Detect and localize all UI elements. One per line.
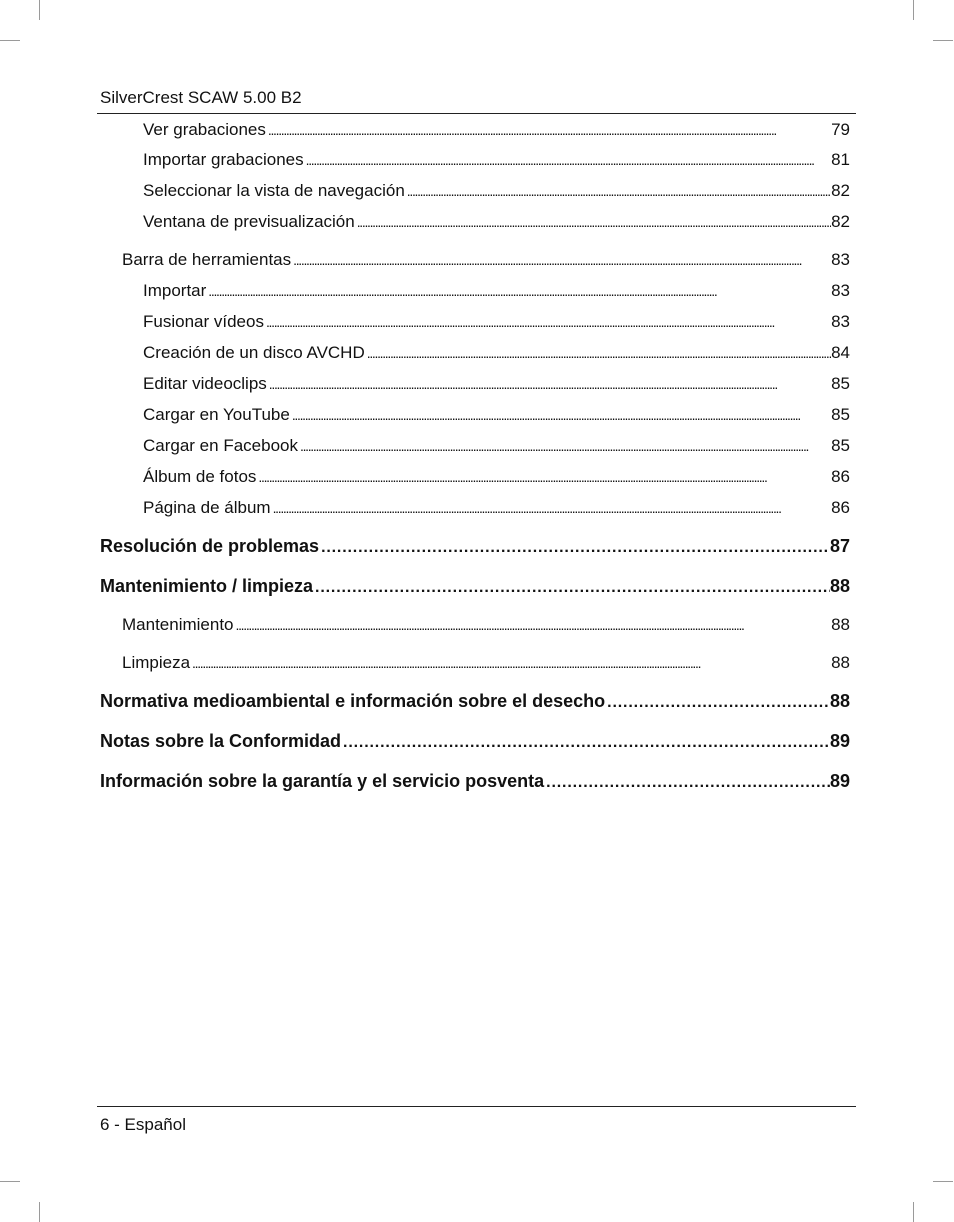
toc-entry-label: Página de álbum <box>143 498 271 517</box>
toc-entry-label: Mantenimiento <box>122 615 234 634</box>
toc-page-number: 87 <box>829 536 850 556</box>
toc-dot-leader <box>206 279 831 303</box>
toc-entry[interactable] <box>143 148 850 172</box>
toc-page-number: 83 <box>831 312 850 331</box>
toc-dot-leader <box>319 534 830 560</box>
toc-dot-leader <box>264 310 831 334</box>
toc-entry[interactable] <box>143 341 850 365</box>
toc-page-number: 85 <box>831 436 850 455</box>
toc-dot-leader <box>304 148 831 172</box>
toc-dot-leader <box>365 341 831 365</box>
running-header: SilverCrest SCAW 5.00 B2 <box>100 88 302 107</box>
toc-dot-leader <box>291 248 831 272</box>
toc-page-number: 88 <box>829 691 850 711</box>
toc-page-number: 81 <box>831 150 850 169</box>
toc-page-number: 86 <box>831 467 850 486</box>
toc-page-number: 85 <box>831 374 850 393</box>
toc-dot-leader <box>405 179 831 203</box>
toc-page-number: 82 <box>831 212 850 231</box>
toc-entry-label: Ventana de previsualización <box>143 212 355 231</box>
toc-entry[interactable] <box>143 310 850 334</box>
toc-entry-label: Álbum de fotos <box>143 467 257 486</box>
toc-entry[interactable] <box>143 279 850 303</box>
toc-entry[interactable] <box>143 179 850 203</box>
toc-page-number: 82 <box>831 181 850 200</box>
toc-entry[interactable] <box>100 689 850 715</box>
toc-entry[interactable] <box>100 574 850 600</box>
toc-entry[interactable] <box>122 248 850 272</box>
toc-entry[interactable] <box>143 496 850 520</box>
toc-page-number: 88 <box>831 653 850 672</box>
toc-entry-label: Notas sobre la Conformidad <box>100 731 342 751</box>
toc-page-number: 89 <box>829 771 850 791</box>
toc-dot-leader <box>190 651 831 675</box>
toc-page-number: 88 <box>829 576 850 596</box>
toc-dot-leader <box>544 769 830 795</box>
toc-entry[interactable] <box>100 534 850 560</box>
toc-entry-label: Seleccionar la vista de navegación <box>143 181 405 200</box>
toc-dot-leader <box>605 689 830 715</box>
toc-entry[interactable] <box>143 372 850 396</box>
toc-page-number: 89 <box>829 731 850 751</box>
toc-entry[interactable] <box>100 729 850 755</box>
toc-dot-leader <box>256 465 831 489</box>
toc-entry-label: Importar grabaciones <box>143 150 304 169</box>
toc-entry-label: Mantenimiento / limpieza <box>100 576 314 596</box>
toc-entry-label: Cargar en YouTube <box>143 405 290 424</box>
toc-entry-label: Resolución de problemas <box>100 536 320 556</box>
footer-rule <box>97 1106 856 1107</box>
toc-entry-label: Normativa medioambiental e información sobre el desecho <box>100 691 606 711</box>
toc-entry-label: Información sobre la garantía y el servicio posventa <box>100 771 545 791</box>
page-footer: 6 - Español <box>100 1115 186 1134</box>
toc-dot-leader <box>298 434 831 458</box>
toc-entry[interactable] <box>143 434 850 458</box>
toc-page-number: 88 <box>831 615 850 634</box>
toc-entry[interactable] <box>143 210 850 234</box>
toc-dot-leader <box>271 496 831 520</box>
toc-entry[interactable] <box>143 465 850 489</box>
toc-entry-label: Fusionar vídeos <box>143 312 264 331</box>
toc-page-number: 84 <box>831 343 850 362</box>
toc-entry-label: Ver grabaciones <box>143 120 266 139</box>
toc-entry[interactable] <box>143 403 850 427</box>
toc-dot-leader <box>341 729 830 755</box>
toc-page-number: 79 <box>831 120 850 139</box>
toc-entry-label: Creación de un disco AVCHD <box>143 343 365 362</box>
toc-entry[interactable] <box>100 769 850 795</box>
toc-dot-leader <box>290 403 831 427</box>
toc-dot-leader <box>267 372 831 396</box>
toc-entry-label: Importar <box>143 281 207 300</box>
toc-dot-leader <box>313 574 830 600</box>
toc-page-number: 85 <box>831 405 850 424</box>
toc-dot-leader <box>234 613 832 637</box>
toc-entry[interactable] <box>122 651 850 675</box>
toc-dot-leader <box>355 210 831 234</box>
toc-entry-label: Limpieza <box>122 653 191 672</box>
toc-entry[interactable] <box>143 118 850 142</box>
toc-entry-label: Barra de herramientas <box>122 250 292 269</box>
toc-entry[interactable] <box>122 613 850 637</box>
toc-page-number: 86 <box>831 498 850 517</box>
toc-entry-label: Cargar en Facebook <box>143 436 298 455</box>
toc-dot-leader <box>266 118 831 142</box>
toc-entry-label: Editar videoclips <box>143 374 267 393</box>
toc-page-number: 83 <box>831 250 850 269</box>
toc-page-number: 83 <box>831 281 850 300</box>
